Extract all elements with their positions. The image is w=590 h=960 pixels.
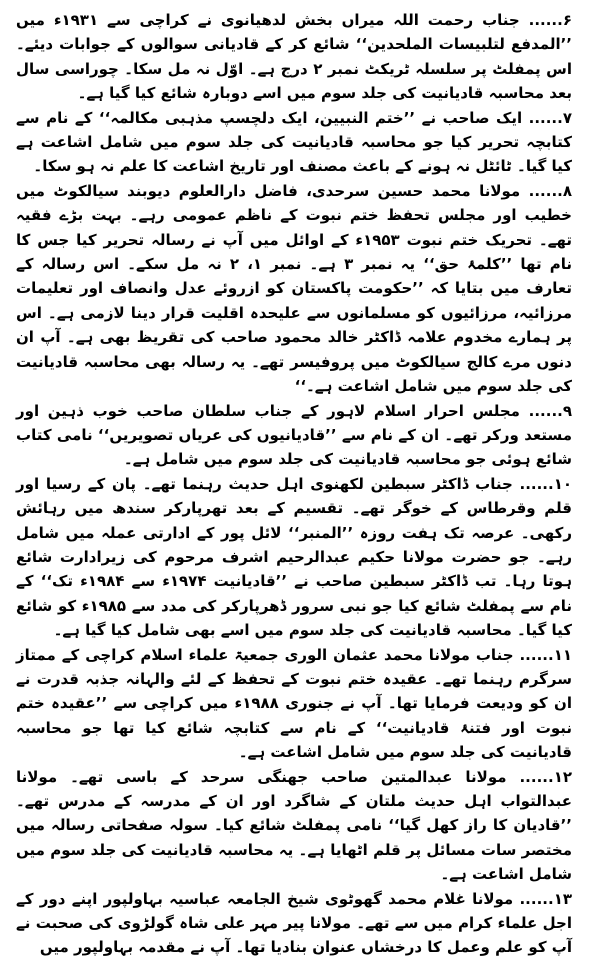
paragraph-text: ۶...... جناب رحمت اللہ میراں بخش لدھیانوی نے کراچی سے ۱۹۳۱ء میں ’’المدفع لتلبیسات الملحدین‘‘ شائع کر کے قادیانی سوالوں کے جوابات دیئے۔ اس پمفلٹ پر سلسلہ ٹریکٹ نمبر ۲ درج ہے۔ اوّل نہ مل سکا۔ چوراسی سال بعد محاسبہ قادیانیت کی جلد سوم میں اسے دوبارہ شائع کیا گیا ہے۔	[16, 11, 573, 103]
paragraph-8	[16, 179, 572, 399]
page-body-text	[16, 8, 572, 960]
paragraph-12	[16, 765, 572, 887]
paragraph-text: ۱۳...... مولانا غلام محمد گھوٹوی شیخ الجامعہ عباسیہ بہاولپور اپنے دور کے اجل علماء کرام میں سے تھے۔ مولانا پیر مہر علی شاہ گولڑوی کی صحبت نے آپ کو علم وعمل کا درخشاں عنوان بنادیا تھا۔ آپ نے مقدمہ بہاولپور میں	[16, 889, 572, 957]
paragraph-text: ۱۱...... جناب مولانا محمد عثمان الوری جمعیۃ علماء اسلام کراچی کے ممتاز سرگرم رہنما تھے۔ عقیدہ ختم نبوت کے تحفظ کے لئے والہانہ جذبہ قدرت نے ان کو ودیعت فرمایا تھا۔ آپ نے جنوری ۱۹۸۸ء میں کراچی سے ’’عقیدہ ختم نبوت اور فتنۂ قادیانیت‘‘ کے نام سے کتابچہ شائع کیا تھا جو محاسبہ قادیانیت کی جلد سوم میں شامل اشاعت ہے۔	[16, 645, 573, 762]
paragraph-7	[16, 106, 572, 179]
paragraph-text: ۱۲...... مولانا عبدالمتین صاحب جھنگی سرحد کے باسی تھے۔ مولانا عبدالتواب اہل حدیث ملتان کے شاگرد اور ان کے مدرسہ کے مدرس تھے۔ ’’قادیان کا راز کھل گیا‘‘ نامی پمفلٹ شائع کیا۔ سولہ صفحاتی رسالہ میں مختصر سات مسائل پر قلم اٹھایا ہے۔ یہ محاسبہ قادیانیت کی جلد سوم میں شامل اشاعت ہے۔	[16, 767, 572, 884]
paragraph-6	[16, 8, 572, 106]
paragraph-text: ۷...... ایک صاحب نے ’’ختم النبیین، ایک دلچسپ مذہبی مکالمہ‘‘ کے نام سے کتابچہ تحریر کیا جو محاسبہ قادیانیت کی جلد سوم میں شامل اشاعت ہے کیا گیا۔ ٹائٹل نہ ہونے کے باعث مصنف اور تاریخ اشاعت کا علم نہ ہو سکا۔	[16, 108, 572, 176]
paragraph-9	[16, 399, 572, 472]
paragraph-text: ۱۰...... جناب ڈاکٹر سبطین لکھنوی اہل حدیث رہنما تھے۔ پان کے رسیا اور قلم وقرطاس کے خوگر تھے۔ تقسیم کے بعد تھرپارکر سندھ میں رہائش رکھی۔ عرصہ تک ہفت روزہ ’’المنبر‘‘ لائل پور کے ادارتی عملہ میں شامل رہے۔ جو حضرت مولانا حکیم عبدالرحیم اشرف مرحوم کی زیرادارت شائع ہوتا رہا۔ تب ڈاکٹر سبطین صاحب نے ’’قادیانیت ۱۹۷۴ء سے ۱۹۸۴ء تک‘‘ کے نام سے پمفلٹ شائع کیا جو نبی سرور ڈھرپارکر کی مدد سے ۱۹۸۵ء کو شائع کیا گیا۔ محاسبہ قادیانیت کی جلد سوم میں اسے بھی شامل کیا گیا ہے۔	[16, 474, 572, 640]
paragraph-11	[16, 643, 572, 765]
paragraph-text: ۹...... مجلس احرار اسلام لاہور کے جناب سلطان صاحب خوب ذہین اور مستعد ورکر تھے۔ ان کے نام سے ’’قادیانیوں کی عریاں تصویریں‘‘ نامی کتاب شائع ہوئی جو محاسبہ قادیانیت کی جلد سوم میں شامل ہے۔	[16, 401, 572, 469]
paragraph-text: ۸...... مولانا محمد حسین سرحدی، فاضل دارالعلوم دیوبند سیالکوٹ میں خطیب اور مجلس تحفظ ختم نبوت کے ناظم عمومی رہے۔ بہت بڑے فقیہ تھے۔ تحریک ختم نبوت ۱۹۵۳ء کے اوائل میں آپ نے رسالہ تحریر کیا جس کا نام تھا ’’کلمۂ حق‘‘ یہ نمبر ۳ ہے۔ نمبر ۱، ۲ نہ مل سکے۔ اس رسالہ کے تعارف میں بتایا کہ ’’حکومت پاکستان کو ازروئے عدل وانصاف اور تعلیمات مرزائیہ، مرزائیوں کو مسلمانوں سے علیحدہ اقلیت قرار دینا لازمی ہے۔ اس پر ہمارے مخدوم علامہ ڈاکٹر خالد محمود صاحب کی تقریظ بھی ہے۔ آپ ان دنوں مرے کالج سیالکوٹ میں پروفیسر تھے۔ یہ رسالہ بھی محاسبہ قادیانیت کی جلد سوم میں شامل اشاعت ہے۔‘‘	[16, 181, 572, 396]
paragraph-10	[16, 472, 572, 643]
paragraph-13	[16, 887, 572, 960]
